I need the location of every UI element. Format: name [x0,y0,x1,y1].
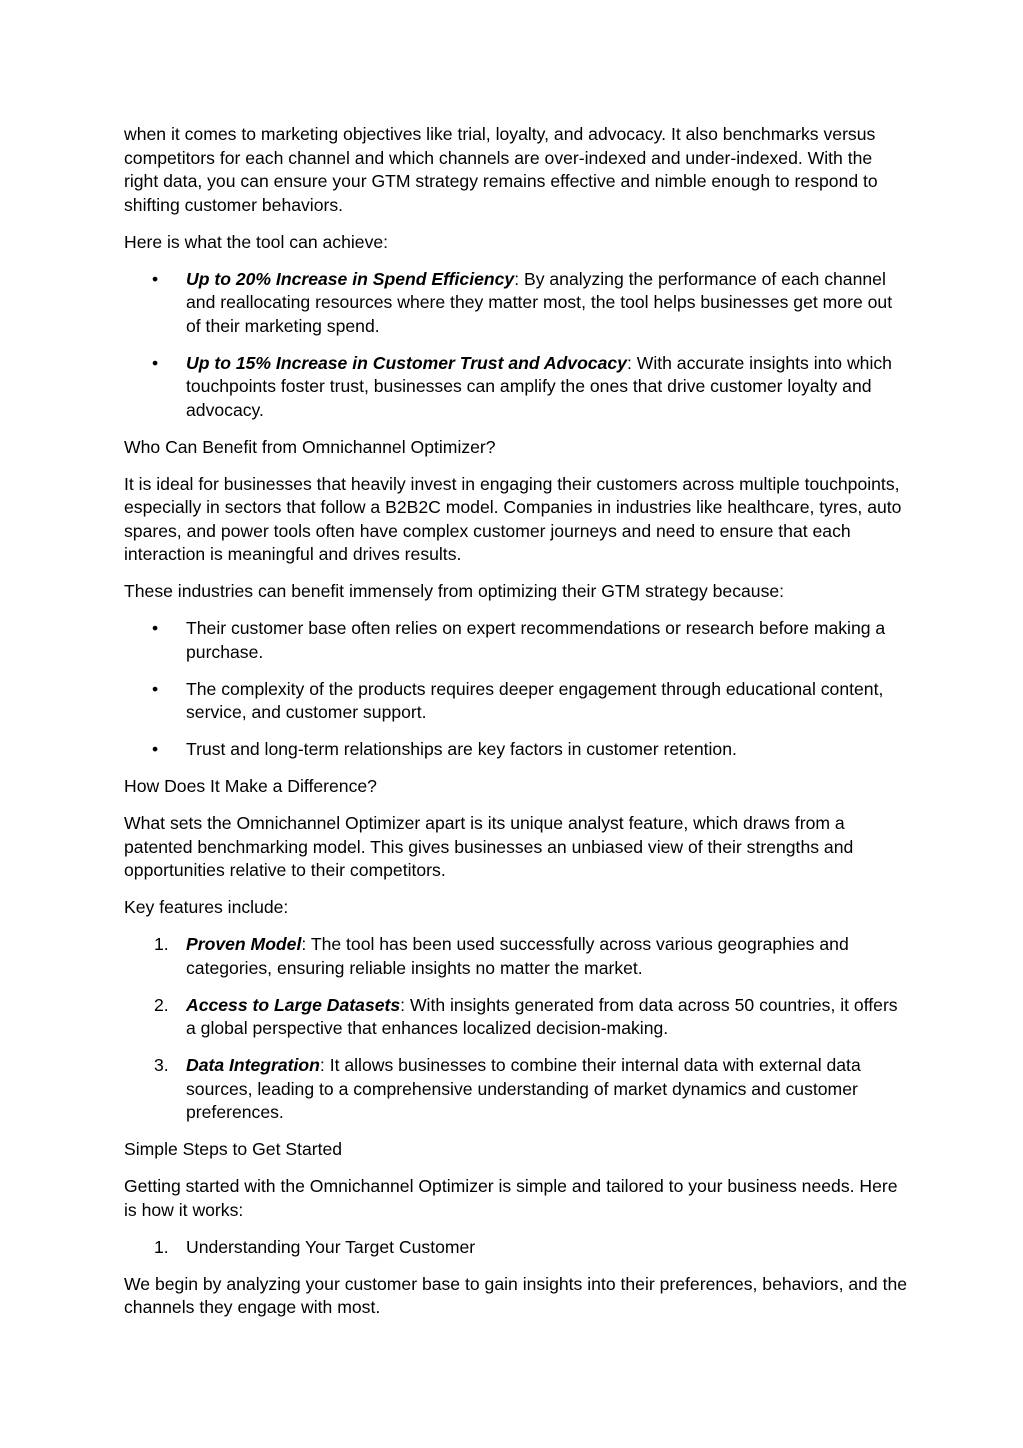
list-item [124,678,909,725]
document-body [124,123,909,1333]
list-item [124,994,909,1041]
bullet-marker: • [152,739,159,759]
item-text: : It allows businesses to combine their internal data with external data sources, leading to a comprehensive understanding of market dynamics and customer preferences. [186,1055,861,1122]
achievements-intro: Here is what the tool can achieve: [124,231,389,252]
item-text: Their customer base often relies on expert recommendations or research before making a purchase. [186,618,886,662]
item-text: : With insights generated from data across 50 countries, it offers a global perspective that enhances localized decision-making. [186,994,898,1038]
item-term: Up to 20% Increase in Spend Efficiency [186,268,515,289]
section-heading-who-can-benefit: Who Can Benefit from Omnichannel Optimizer? [124,436,496,457]
bullet-marker: • [152,352,159,373]
steps-list [124,1236,909,1260]
achievements-list [124,268,909,423]
intro-paragraph: when it comes to marketing objectives like trial, loyalty, and advocacy. It also benchmarks versus competitors for each channel and which channels are over-indexed and under-indexed. With the right data, you can ensure your GTM strategy remains effective and nimble enough to respond to shifting customer behaviors. [124,124,878,215]
item-text: : The tool has been used successfully across various geographies and categories, ensuring reliable insights no matter the market. [186,934,849,978]
section-heading-steps: Simple Steps to Get Started [124,1139,343,1159]
item-term: Data Integration [186,1055,320,1075]
item-number: 3. [154,1055,169,1075]
benefit-paragraph: It is ideal for businesses that heavily invest in engaging their customers across multiple touchpoints, especially in sectors that follow a B2B2C model. Companies in industries like healthcare, tyres, auto spares, and power tools often have complex customer journeys and need to ensure that each interaction is meaningful and drives results. [124,473,902,564]
section-heading-difference: How Does It Make a Difference? [124,776,377,796]
list-item [124,738,909,762]
item-number: 1. [154,1236,169,1257]
bullet-marker: • [152,678,159,699]
list-item [124,1054,909,1125]
list-item [124,617,909,664]
bullet-marker: • [152,268,159,289]
item-term: Access to Large Datasets [186,994,401,1015]
features-list [124,933,909,1125]
item-text: : By analyzing the performance of each channel and reallocating resources where they matter most, the tool helps businesses get more out of their marketing spend. [186,268,893,336]
item-text: The complexity of the products requires deeper engagement through educational content, service, and customer support. [186,678,884,722]
item-term: Proven Model [186,934,302,954]
bullet-marker: • [152,618,159,638]
list-item [124,268,909,339]
list-item [124,1236,909,1260]
steps-intro: Getting started with the Omnichannel Optimizer is simple and tailored to your business needs. Here is how it works: [124,1176,898,1220]
item-text: : With accurate insights into which touchpoints foster trust, businesses can amplify the ones that drive customer loyalty and advocacy. [186,352,892,420]
reasons-list [124,617,909,762]
features-intro: Key features include: [124,897,289,917]
list-item [124,933,909,980]
item-term: Up to 15% Increase in Customer Trust and Advocacy [186,352,627,373]
item-number: 1. [154,934,169,954]
step-description: We begin by analyzing your customer base to gain insights into their preferences, behaviors, and the channels they engage with most. [124,1273,908,1317]
list-item [124,352,909,423]
item-text: Trust and long-term relationships are key factors in customer retention. [186,739,737,759]
difference-paragraph: What sets the Omnichannel Optimizer apart is its unique analyst feature, which draws from a patented benchmarking model. This gives businesses an unbiased view of their strengths and opportunities relative to their competitors. [124,813,854,880]
industries-intro: These industries can benefit immensely from optimizing their GTM strategy because: [124,581,785,601]
item-number: 2. [154,994,169,1015]
item-text: Understanding Your Target Customer [186,1236,476,1257]
